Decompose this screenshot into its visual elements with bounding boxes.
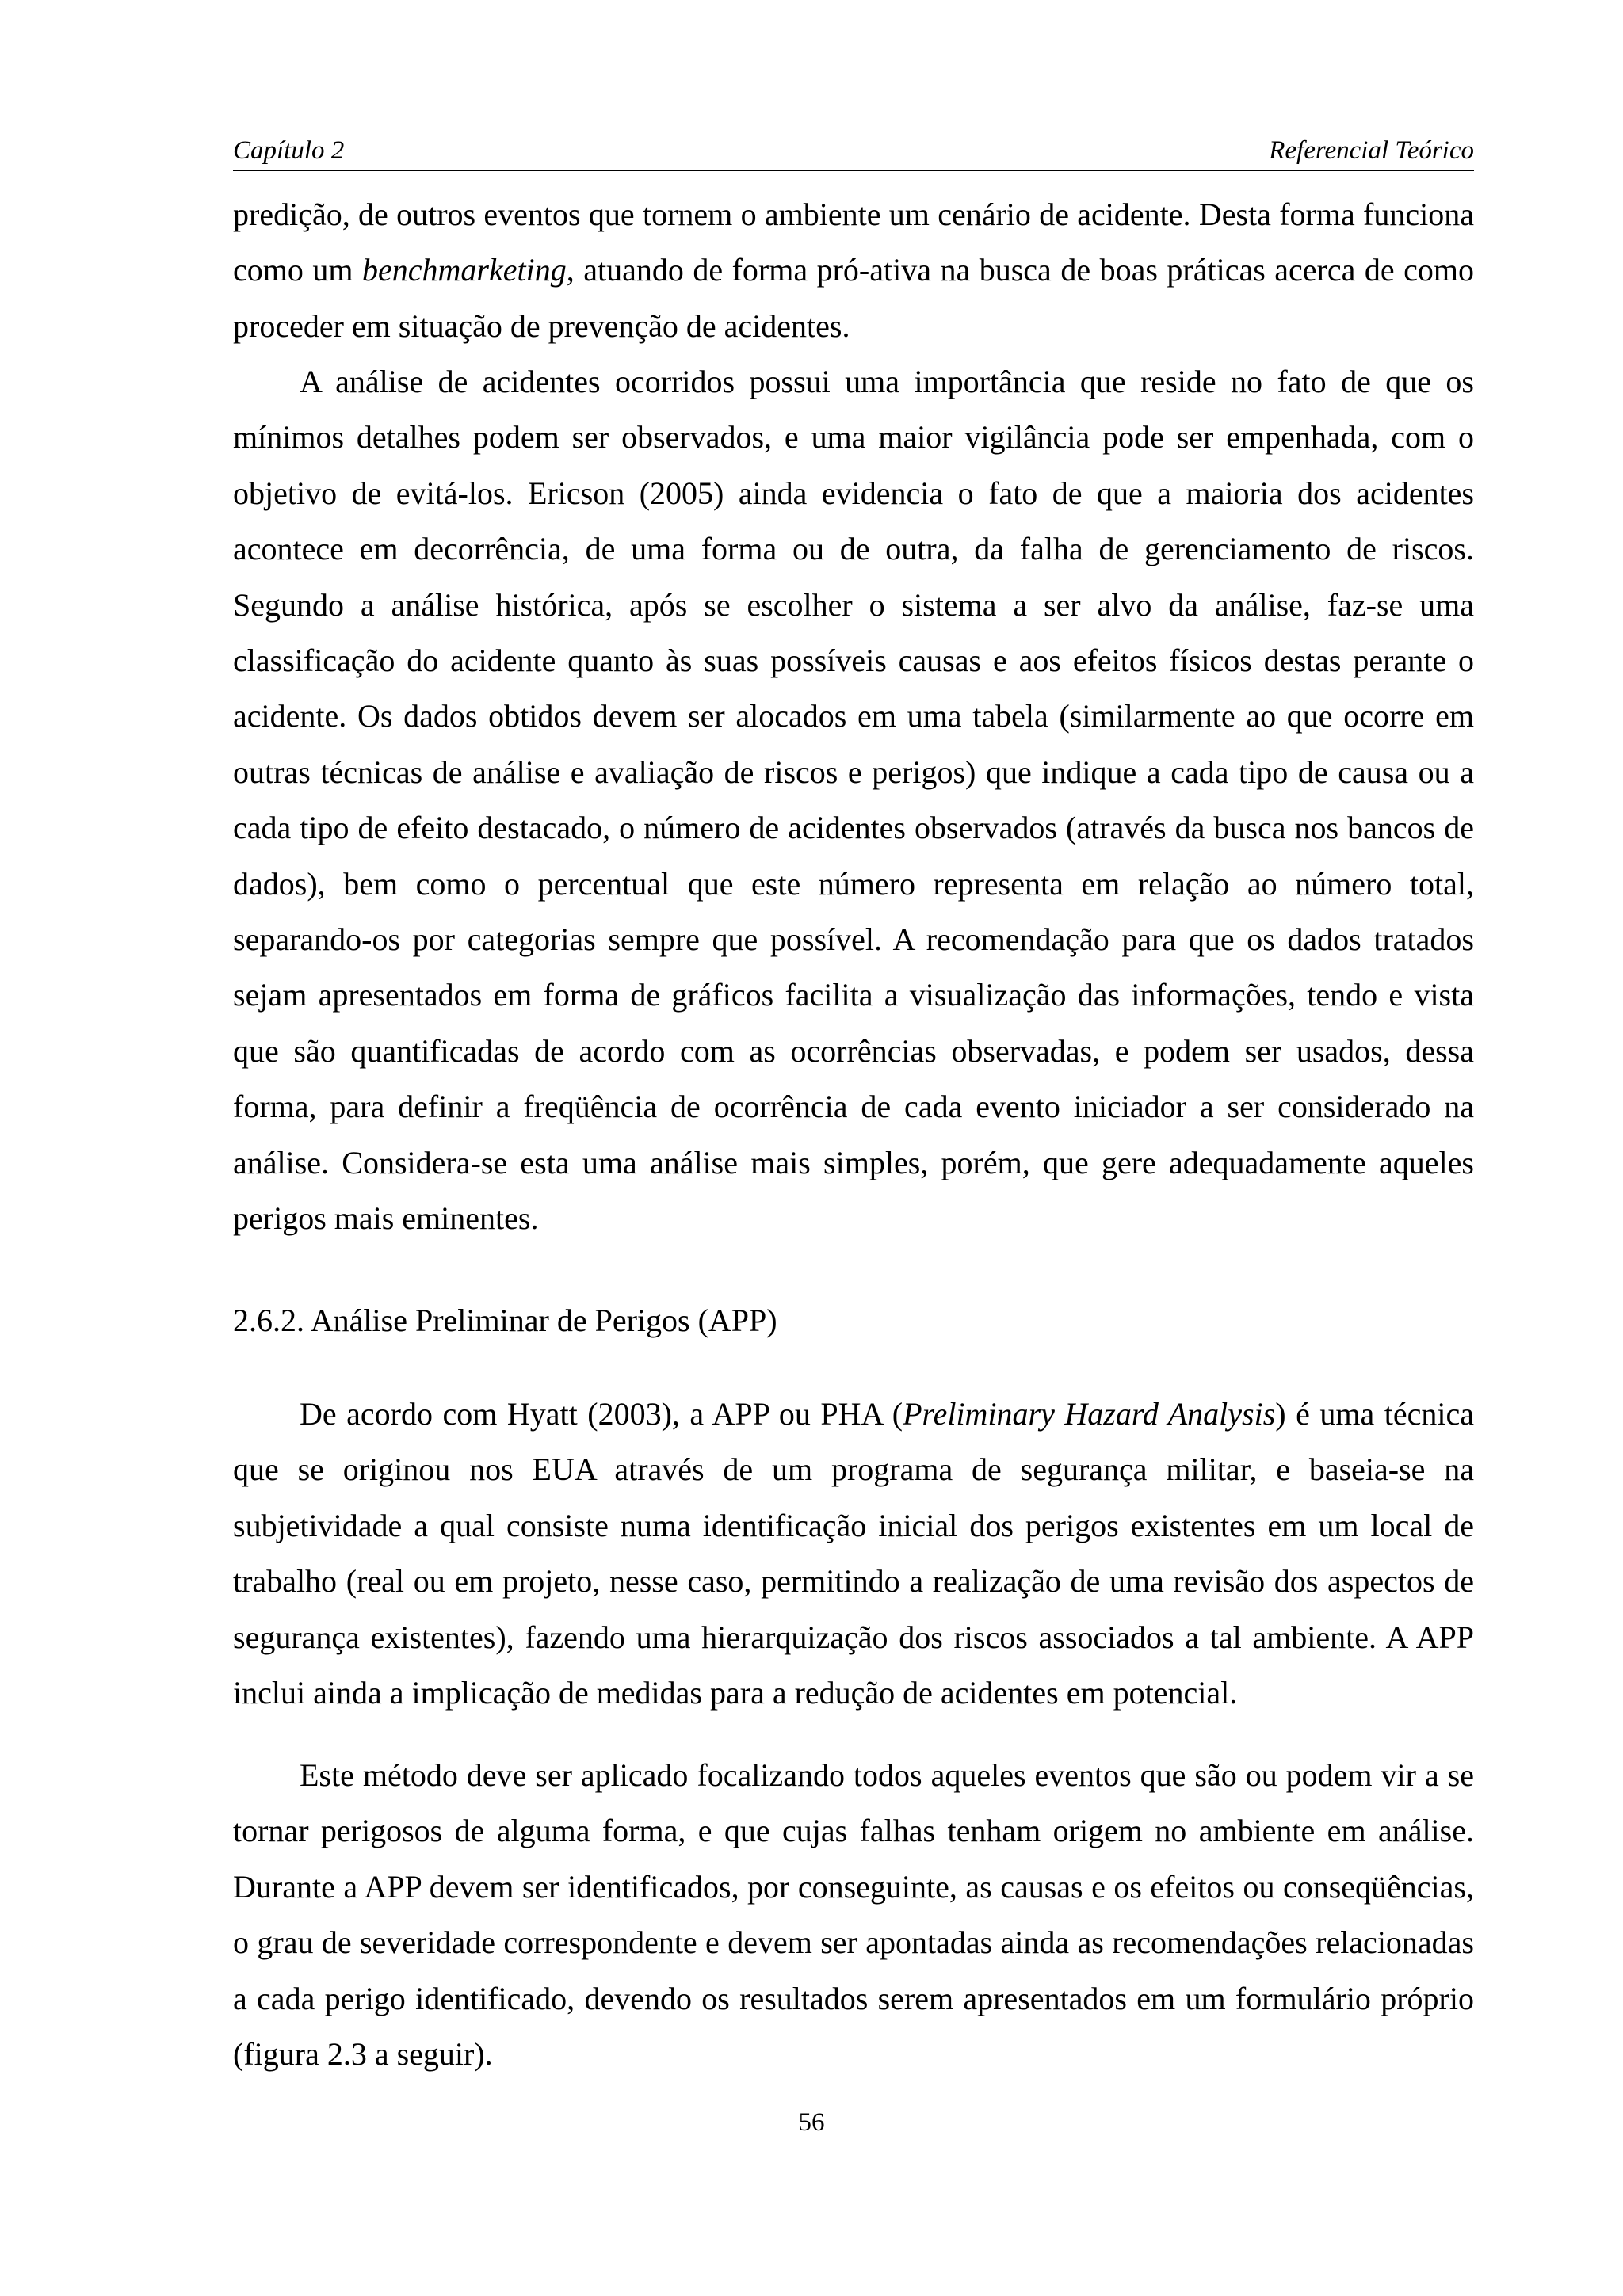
page-number: 56	[798, 2108, 825, 2137]
section-heading: 2.6.2. Análise Preliminar de Perigos (APP)	[233, 1302, 777, 1338]
paragraph-text: ) é uma técnica que se originou nos EUA através de um programa de segurança militar, e baseia-se na subjetividade a qual consiste numa identificação inicial dos perigos existentes em um local de trabalho (real ou em projeto, nesse caso, permitindo a realização de uma revisão dos aspectos de segurança existentes), fazendo uma hierarquização dos riscos associados a tal ambiente. A APP inclui ainda a implicação de medidas para a redução de acidentes em potencial.	[233, 1396, 1475, 1711]
running-header	[233, 132, 1474, 170]
paragraph-text: , atuando de forma pró-ativa na busca de boas práticas acerca de como proceder em situação de prevenção de acidentes.	[233, 252, 1475, 344]
chapter-label: Capítulo 2	[233, 136, 345, 165]
paragraph-app-method: Este método deve ser aplicado focalizando todos aqueles eventos que são ou podem vir a se tornar perigosos de alguma forma, e que cujas falhas tenham origem no ambiente em análise. Durante a APP devem ser identificados, por conseguinte, as causas e os efeitos ou conseqüências, o grau de severidade correspondente e devem ser apontadas ainda as recomendações relacionadas a cada perigo identificado, devendo os resultados serem apresentados em um formulário próprio (figura 2.3 a seguir).	[233, 1757, 1474, 2073]
emphasis-term: benchmarketing	[362, 252, 567, 288]
paragraph-text: De acordo com Hyatt (2003), a APP ou PHA (	[300, 1396, 903, 1432]
paragraph-historical-analysis: A análise de acidentes ocorridos possui uma importância que reside no fato de que os mínimos detalhes podem ser observados, e uma maior vigilância pode ser empenhada, com o objetivo de evitá-los. Ericson (2005) ainda evidencia o fato de que a maioria dos acidentes acontece em decorrência, de uma forma ou de outra, da falha de gerenciamento de riscos. Segundo a análise histórica, após se escolher o sistema a ser alvo da análise, faz-se uma classificação do acidente quanto às suas possíveis causas e aos efeitos físicos destas perante o acidente. Os dados obtidos devem ser alocados em uma tabela (similarmente ao que ocorre em outras técnicas de análise e avaliação de riscos e perigos) que indique a cada tipo de causa ou a cada tipo de efeito destacado, o número de acidentes observados (através da busca nos bancos de dados), bem como o percentual que este número representa em relação ao número total, separando-os por categorias sempre que possível. A recomendação para que os dados tratados sejam apresentados em forma de gráficos facilita a visualização das informações, tendo e vista que são quantificadas de acordo com as ocorrências observadas, e podem ser usados, dessa forma, para definir a freqüência de ocorrência de cada evento iniciador a ser considerado na análise. Considera-se esta uma análise mais simples, porém, que gere adequadamente aqueles perigos mais eminentes.	[233, 364, 1474, 1237]
header-rule	[233, 170, 1474, 171]
paragraph-app-definition	[233, 1386, 1474, 1721]
section-label: Referencial Teórico	[1269, 136, 1474, 165]
paragraph-text: predição, de outros eventos que tornem o ambiente um cenário de acidente. Desta forma funciona como um	[233, 196, 1474, 288]
paragraph-continuation	[233, 187, 1474, 354]
emphasis-term: Preliminary Hazard Analysis	[903, 1396, 1276, 1432]
